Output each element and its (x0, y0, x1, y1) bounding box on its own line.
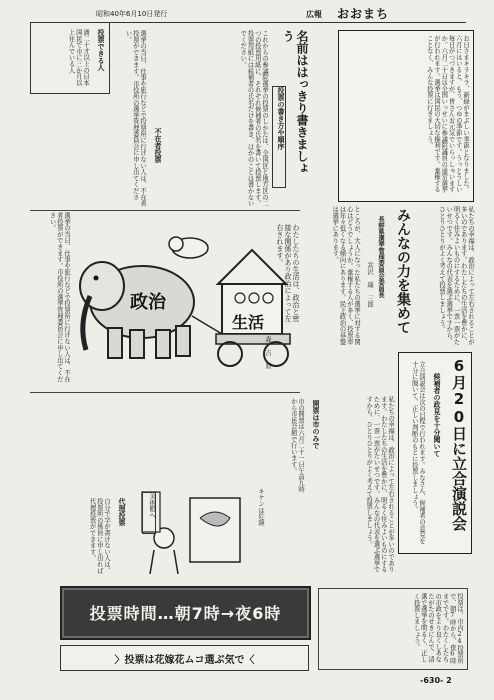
elephant-label: 政治 (130, 292, 166, 313)
lower-right-text: 私たちの幸福は、政治によって左右されることが多いのであります。わたしたちの生活を豊かに、明るく住みよいものにするために、一票一票がたいせつです。みんなの代表を選ぶ選挙ですから、ひとりひとりがよく考えて投票しましょう。 (365, 396, 394, 573)
newsletter-title: おおまち (337, 7, 390, 21)
eligibility-title: 投票できる人 (97, 29, 105, 71)
proxy-heading: 代理投票 (118, 498, 126, 526)
candidate-box (398, 352, 472, 554)
lower-left-text: 選挙の当日、仕事や旅行などで投票所に行けない人は、不在者投票ができます。市役所の選挙管理委員会に申し出てください。 (48, 212, 70, 383)
voting-note-box (318, 588, 468, 670)
page-number: -630- 2 (420, 676, 452, 685)
cartoon-credit: 森 吉 原 (264, 336, 271, 369)
gallery-sign: 美術館へ (142, 492, 156, 534)
hours-heading: 開票は市のみで (312, 400, 320, 449)
voting-hours-text: 投票時間…朝7時→夜6時 (89, 604, 282, 623)
candidate-sub: 候補者の政見を十分聞いて (433, 373, 441, 457)
cartoon-caption: わたしたちの生活は、政治と密接な関係があり政治によって左右されます。 (275, 224, 300, 322)
names-subheading: 投票の書き方や順序 (272, 86, 286, 188)
header-tag: 広報 (306, 10, 322, 19)
proxy-body: 自分で字が書けない人は、投票所の係員に申し出れば代理投票ができます。 (88, 498, 110, 574)
signpost-label: キケンは危険 (257, 488, 264, 526)
absentee-body: 選挙の当日、仕事や旅行などで投票所に行けない人は、不在者投票ができます。市役所の選挙管理委員会に申し出てください。 (124, 30, 146, 207)
slogan-text: 〉投票は花嫁花ムコ選ぶ気で〈 (114, 655, 255, 666)
names-heading: 名前ははっきり書きましょう (281, 30, 309, 174)
voting-hours-banner (60, 586, 311, 640)
house-label: 生活 (232, 313, 265, 332)
divider-upper (30, 210, 300, 211)
intro-text: お日さまキラキラ、新緑がまぶしい季節となりました。六月にはいると、もう、つゆの季節です。うっとうしい毎日がつづきますが、皆さんお元気でいらっしゃいますか。六月二十日は全国いっせいに参議院議員の通常選挙が行われます。選挙は国民の大切な権利です。棄権することなく、みんな投票に行きましょう。 (425, 35, 469, 193)
names-body: これからの参議院選挙の投票のしかたは、全国区と地方区の二つの投票用紙に、それぞれ候補者の氏名を書いて投票します。投票用紙には候補者の氏名だけを書き、ほかのことは書かないでください。 (239, 30, 268, 207)
voting-note-text: 投票は、市内24投票所で、朝7時から、夜6時までです。わたくしたちの市政をより良くしあなたがたのせきにんで、清潔で選挙を明るく、正しく投票しましょう。 (412, 593, 463, 664)
body-mid: ところが、大人になった私たちの選挙に対する関心はどうでしょうか。棄権する人が多く、投票率は年々低くなる傾向にあります。民主政治の基盤は選挙にあります。 (331, 206, 360, 345)
byline-org: 長野県選挙管理委員会委員長 (377, 216, 384, 298)
divider-mid (30, 392, 300, 393)
intro-box (338, 30, 474, 202)
body-right: 私たちの幸福は、政治によって左右されることが多いのであります。わたしたちの生活を豊かに、明るく住みよいものにするために、一票一票がたいせつです。みんなの代表を選ぶ選挙ですから、ひとりひとりがよく考えて投票しましょう。 (438, 206, 474, 345)
byline-name: 宮沢 瑞 三郎 (366, 262, 373, 308)
slogan-banner (60, 645, 309, 671)
issue-date: 昭和40年6月10日発行 (96, 10, 168, 18)
main-headline: みんなの力を集めて (395, 208, 411, 334)
absentee-heading: 不在者投票 (154, 128, 162, 163)
gallery-sketch (140, 488, 270, 578)
candidate-title: 6月20日に立合演説会 (450, 357, 468, 531)
hours-body: 市の開票は六月二十一日午前九時から市民会館で行います。 (289, 398, 304, 493)
eligibility-body: 満二十才以上の日本国民で市に三か月以上住んでいる人 (67, 29, 89, 86)
candidate-body: 立合演説会は次の日程で行われます。みなさん、候補者の意見を十分に聞いて、正しい判断のもとに投票しましょう。 (410, 361, 425, 544)
eligibility-notice (30, 22, 110, 94)
